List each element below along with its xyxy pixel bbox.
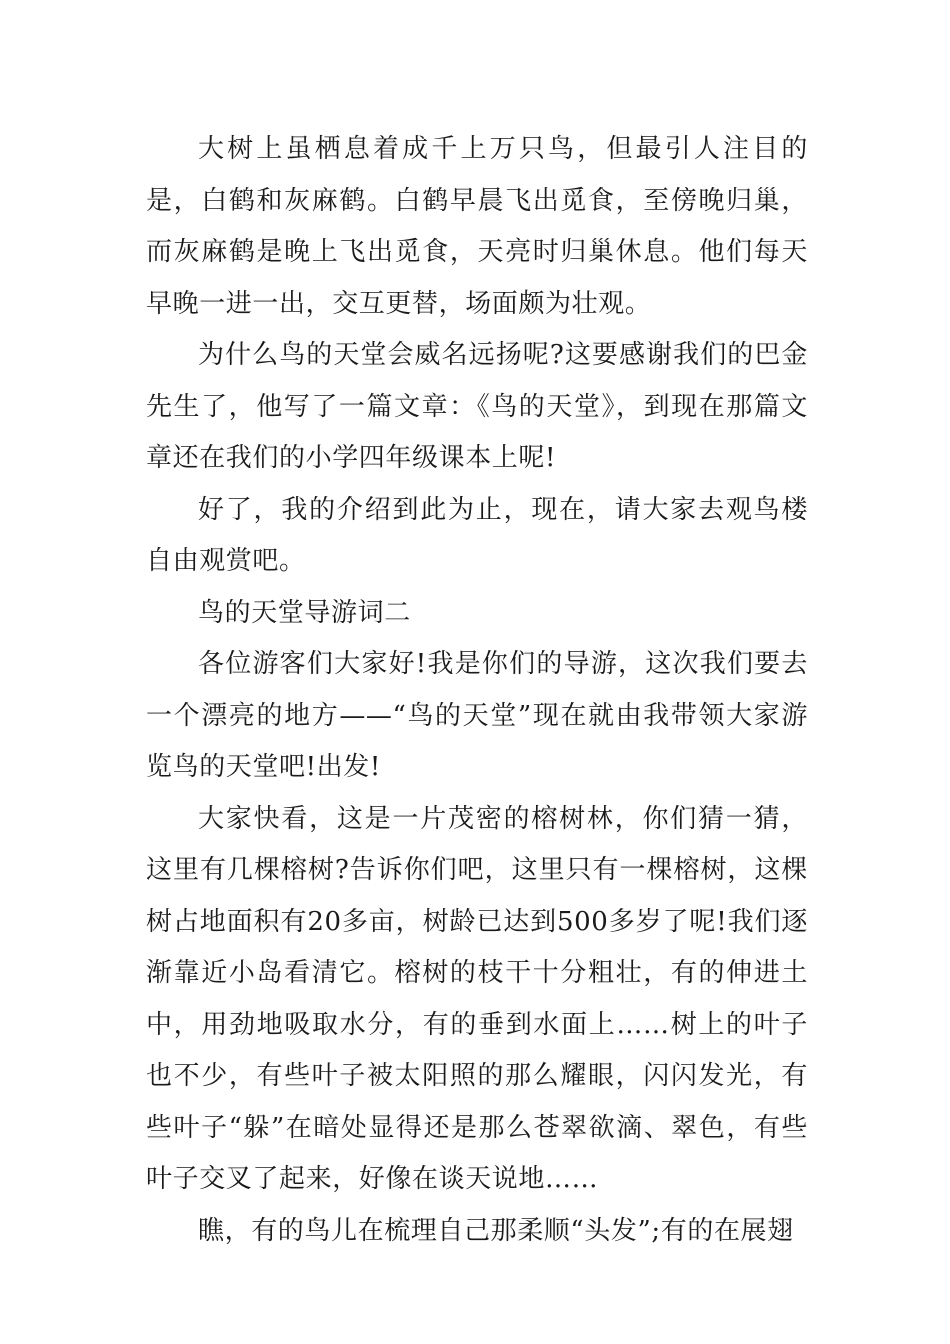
paragraph-birds-egrets: 大树上虽栖息着成千上万只鸟，但最引人注目的是，白鹤和灰麻鹤。白鹤早晨飞出觅食，至傍晚归巢，而灰麻鹤是晚上飞出觅食，天亮时归巢休息。他们每天早晚一进一出，交互更替，场面颇为壮观。 (146, 134, 808, 319)
section-heading: 鸟的天堂导游词二 (198, 597, 411, 628)
paragraph-banyan-tree: 大家快看，这是一片茂密的榕树林，你们猜一猜，这里有几棵榕树?告诉你们吧，这里只有一棵榕树，这棵树占地面积有20多亩，树龄已达到500多岁了呢!我们逐渐靠近小岛看清它。榕树的枝干十分粗壮，有的伸进土中，用劲地吸取水分，有的垂到水面上……树上的叶子也不少，有些叶子被太阳照的那么耀眼，闪闪发光，有些叶子“躲”在暗处显得还是那么苍翠欲滴、翠色，有些叶子交叉了起来，好像在谈天说地…… (146, 803, 808, 1194)
paragraph-greeting: 各位游客们大家好!我是你们的导游，这次我们要去一个漂亮的地方——“鸟的天堂”现在就由我带领大家游览鸟的天堂吧!出发! (146, 649, 808, 782)
paragraph-birds-grooming: 瞧，有的鸟儿在梳理自己那柔顺“头发”;有的在展翅 (198, 1215, 794, 1246)
paragraph-intro-end: 好了，我的介绍到此为止，现在，请大家去观鸟楼自由观赏吧。 (146, 494, 808, 576)
paragraph-ba-jin-article: 为什么鸟的天堂会威名远扬呢?这要感谢我们的巴金先生了，他写了一篇文章：《鸟的天堂》，到现在那篇文章还在我们的小学四年级课本上呢! (146, 340, 808, 473)
body-text (146, 124, 808, 1257)
